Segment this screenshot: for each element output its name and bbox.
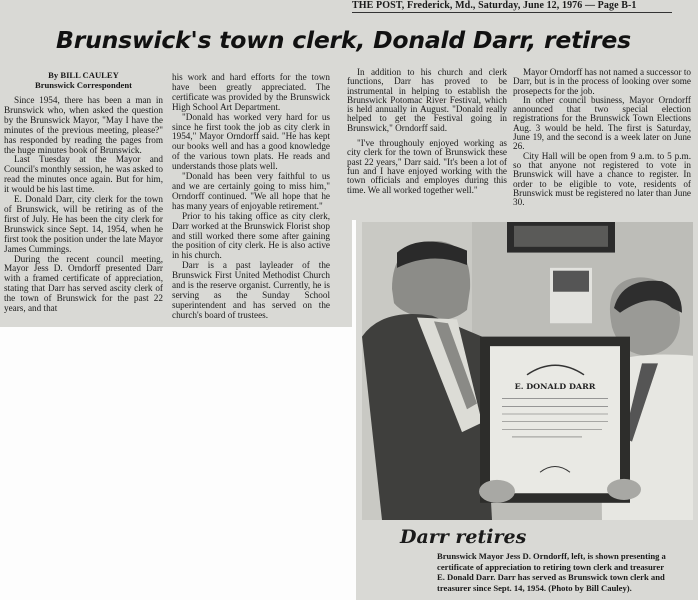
- left-man-hand: [479, 480, 515, 503]
- photo-darr-retires: [362, 222, 693, 520]
- right-man-hand: [607, 479, 641, 500]
- photo-caption: [437, 551, 698, 593]
- paragraph: In addition to his church and clerk functions, Darr has proved to be instrumental in helping to establish the Brunswick Potomac River Festival, which is held annually in August. "Donald really helped to get the Festival going in Brunswick," Orndorff said.: [347, 67, 507, 133]
- dateline: THE POST, Frederick, Md., Saturday, June 12, 1976 — Page B-1: [352, 0, 672, 13]
- paragraph: Darr is a past layleader of the Brunswick First United Methodist Church and is the reserve organist. Currently, he is serving as the Sunday School superintendent and has served on the church's board of trustees.: [172, 260, 330, 320]
- article-column-3: [347, 68, 507, 195]
- paragraph: City Hall will be open from 9 a.m. to 5 p.m. so that anyone not registered to vote in Brunswick will have a chance to register. In order to be eligible to vote, residents of Brunswick must be registered no later than June 30.: [513, 150, 691, 208]
- photo-caption-title: Darr retires: [400, 526, 527, 548]
- caption-line: E. Donald Darr. Darr has served as Brunswick town clerk and: [437, 572, 665, 583]
- paragraph: Since 1954, there has been a man in Brunswick who, when asked the question by the Brunswick Mayor, "May I have the minutes of the previous meeting, please?" has responded by reading the pages from the huge minutes book of Brunswick.: [4, 95, 163, 155]
- byline-role: Brunswick Correspondent: [34, 80, 132, 90]
- paragraph: E. Donald Darr, city clerk for the town of Brunswick, will be retiring as of the first of July. He has been the city clerk for Brunswick since Sept. 14, 1954, when he first took the position under the late Mayor James Cummings.: [4, 194, 163, 254]
- paragraph: Mayor Orndorff has not named a successor to Darr, but is in the process of looking over some prosepects for the job.: [513, 67, 691, 96]
- paragraph: Prior to his taking office as city clerk, Darr worked at the Brunswick Florist shop and still worked there some after gaining the position of city clerk. He is also active in his church.: [172, 210, 330, 261]
- caption-line: Brunswick Mayor Jess D. Orndorff, left, is shown presenting a: [437, 551, 666, 561]
- headline: Brunswick's town clerk, Donald Darr, retires: [56, 26, 631, 54]
- paragraph: his work and hard efforts for the town have been greatly appreciated. The certificate was provided by the Brunswick High School Art Department.: [172, 72, 330, 112]
- article-column-4: [513, 68, 691, 207]
- caption-line: treasurer since Sept. 14, 1954. (Photo by Bill Cauley).: [437, 582, 632, 593]
- byline: [4, 70, 163, 90]
- paragraph: "Donald has been very faithful to us and we are certainly going to miss him," Orndorff continued. "We all hope that he has many years of enjoyable retirement.": [172, 171, 330, 211]
- paragraph: In other council business, Mayor Orndorff announced that two special election registrations for the Brunswick Town Elections Aug. 3 would be held. The first is Saturday, June 19, and the second is a week later on June 26.: [513, 94, 691, 152]
- paragraph: During the recent council meeting, Mayor Jess D. Orndorff presented Darr with a framed certificate of appreciation, stating that Darr has served ascity clerk of the town of Brunswick for the past 22 years, and that: [4, 253, 163, 314]
- article-column-2: [172, 73, 330, 321]
- paragraph: Last Tuesday at the Mayor and Council's monthly session, he was asked to read the minutes once again. But for him, it would be his last time.: [4, 154, 163, 195]
- byline-author: By BILL CAULEY: [48, 70, 119, 80]
- article-column-1: [4, 70, 163, 314]
- paragraph: "Donald has worked very hard for us since he first took the job as city clerk in 1954," Mayor Orndorff said. "He has kept our books well and has a good knowledge of the various town plats. He reads and understands those plats well.: [172, 111, 330, 172]
- paragraph: "I've throughouly enjoyed working as city clerk for the town of Brunswick these past 22 years," Darr said. "It's been a lot of fun and I have enjoyed working with the town officials and employes during this time. We all worked together well.": [347, 138, 507, 195]
- caption-line: certificate of appreciation to retiring town clerk and treasurer: [437, 561, 665, 572]
- certificate-name: E. DONALD DARR: [514, 382, 596, 392]
